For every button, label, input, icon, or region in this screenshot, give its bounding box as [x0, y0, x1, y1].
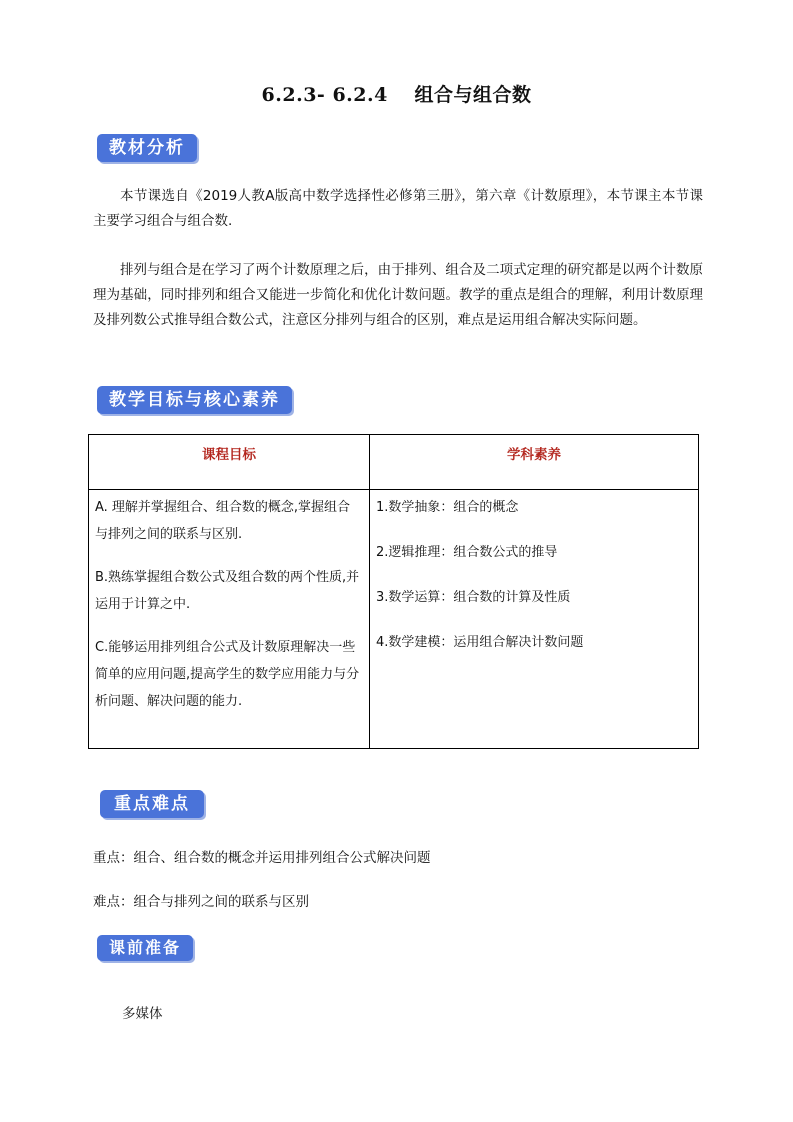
section-heading-objectives: 教学目标与核心素养	[97, 386, 292, 414]
objectives-table	[88, 434, 699, 749]
analysis-paragraph-1: 本节课选自《2019人教A版高中数学选择性必修第三册》，第六章《计数原理》，本节课主本节课主要学习组合与组合数.	[93, 188, 703, 229]
literacy-item-1: 1.数学抽象：组合的概念	[376, 500, 519, 515]
goals-cell	[89, 490, 370, 749]
literacy-item-2: 2.逻辑推理：组合数公式的推导	[376, 545, 558, 560]
analysis-paragraph-2: 排列与组合是在学习了两个计数原理之后，由于排列、组合及二项式定理的研究都是以两个计数原理为基础，同时排列和组合又能进一步简化和优化计数问题。教学的重点是组合的理解，利用计数原理及排列数公式推导组合数公式，注意区分排列与组合的区别，难点是运用组合解决实际问题。	[93, 262, 703, 328]
literacy-item-4: 4.数学建模：运用组合解决计数问题	[376, 635, 584, 650]
goal-item-a: A. 理解并掌握组合、组合数的概念,掌握组合与排列之间的联系与区别.	[95, 500, 351, 542]
section-heading-keypoints: 重点难点	[100, 790, 204, 818]
table-row	[89, 490, 699, 749]
page-title: 6.2.3- 6.2.4 组合与组合数	[261, 84, 532, 106]
focus-text: 重点：组合、组合数的概念并运用排列组合公式解决问题	[93, 850, 431, 866]
literacy-item-3: 3.数学运算：组合数的计算及性质	[376, 590, 571, 605]
table-header-row	[89, 435, 699, 490]
goal-item-b: B.熟练掌握组合数公式及组合数的两个性质,并运用于计算之中.	[95, 570, 360, 612]
goal-item-c: C.能够运用排列组合公式及计数原理解决一些简单的应用问题,提高学生的数学应用能力与分析问题、解决问题的能力.	[95, 640, 360, 709]
header-course-goals: 课程目标	[89, 435, 370, 490]
preparation-content: 多媒体	[122, 1006, 163, 1022]
section-heading-analysis: 教材分析	[97, 134, 197, 162]
header-subject-literacy: 学科素养	[370, 435, 699, 490]
section-heading-preparation: 课前准备	[97, 935, 193, 961]
literacy-cell	[370, 490, 699, 749]
difficulty-text: 难点：组合与排列之间的联系与区别	[93, 894, 309, 910]
